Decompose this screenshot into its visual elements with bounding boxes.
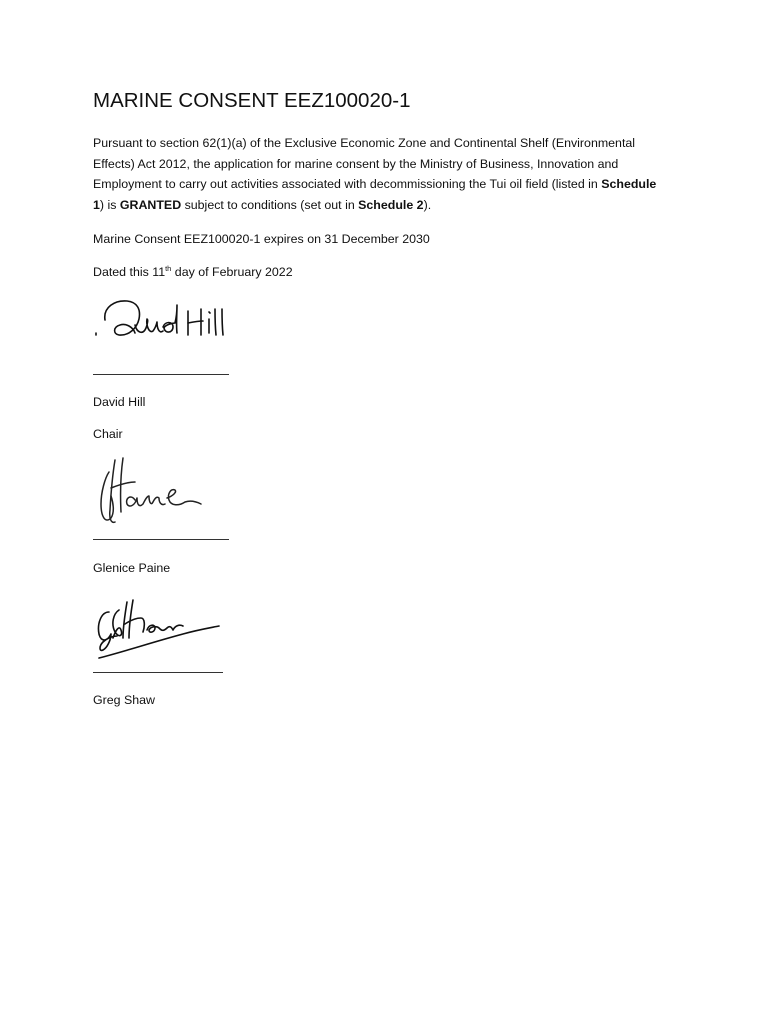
expiry-statement: Marine Consent EEZ100020-1 expires on 31 December 2030 — [93, 232, 430, 246]
signature-line-3 — [93, 672, 223, 673]
schedule-1-ref: Schedule 1 — [93, 177, 657, 213]
signature-line-2 — [93, 539, 229, 540]
dated-statement — [93, 264, 293, 280]
dated-suffix: day of February 2022 — [171, 265, 293, 279]
intro-part-3: subject to conditions (set out in — [181, 198, 359, 213]
document-title: MARINE CONSENT EEZ100020-1 — [93, 89, 411, 112]
granted-text: GRANTED — [119, 198, 182, 213]
consent-paragraph — [93, 133, 668, 216]
schedule-2-ref: Schedule 2 — [358, 198, 424, 213]
signatory-role-1: Chair — [93, 427, 123, 441]
intro-part-4: ). — [423, 198, 432, 213]
signatory-name-3: Greg Shaw — [93, 693, 155, 707]
signatory-name-2: Glenice Paine — [93, 561, 171, 575]
signature-greg-shaw — [93, 596, 223, 662]
intro-part-1: Pursuant to section 62(1)(a) of the Exclusive Economic Zone and Continental Shelf (Environmental Effects) Act 2012, the application for marine consent by the Ministry of Business, Innovation and Employment to carry out activities associated with decommissioning the Tui oil field (listed in — [93, 136, 636, 192]
dated-prefix: Dated this 11 — [93, 265, 166, 279]
dated-superscript: th — [165, 264, 172, 273]
signature-glenice-paine — [93, 452, 211, 530]
signature-line-1 — [93, 374, 229, 375]
signatory-name-1: David Hill — [93, 395, 146, 409]
intro-part-2: ) is — [99, 198, 120, 213]
signature-david-hill — [93, 295, 233, 345]
